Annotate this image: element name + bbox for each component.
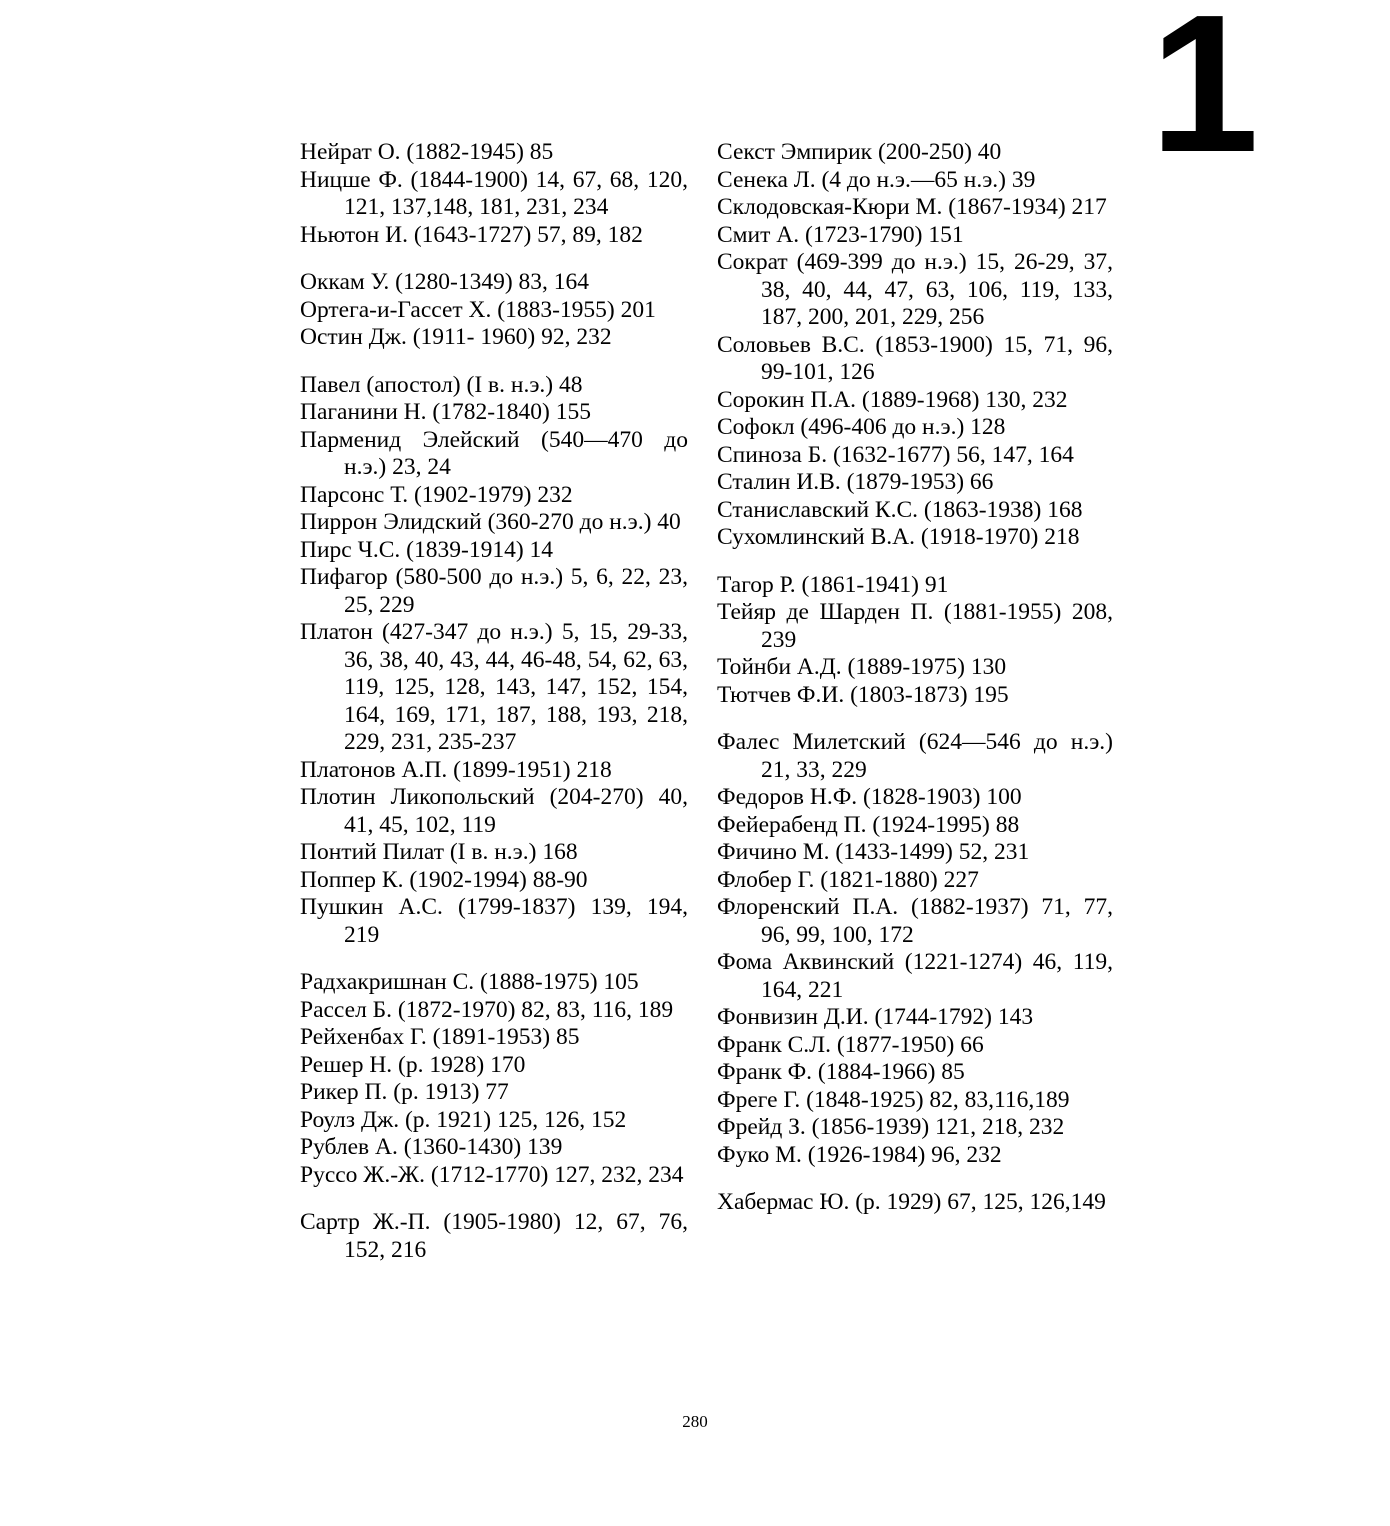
index-entry: Сенека Л. (4 до н.э.—65 н.э.) 39 <box>717 166 1036 193</box>
index-entry: Флоренский П.А. (1882-1937) 71, 77, 96, 99, 100, 172 <box>717 894 1113 948</box>
index-entry: Рассел Б. (1872-1970) 82, 83, 116, 189 <box>300 996 674 1023</box>
index-entry: Сталин И.В. (1879-1953) 66 <box>717 469 994 495</box>
index-entry: Пирс Ч.С. (1839-1914) 14 <box>300 536 554 563</box>
index-entry: Тойнби А.Д. (1889-1975) 130 <box>717 654 1007 680</box>
index-entry: Сократ (469-399 до н.э.) 15, 26-29, 37, 38, 40, 44, 47, 63, 106, 119, 133, 187, 200, 201, 229, 256 <box>717 249 1113 330</box>
index-entry: Нейрат О. (1882-1945) 85 <box>300 139 554 165</box>
index-entry: Парсонс Т. (1902-1979) 232 <box>300 481 573 508</box>
index-entry: Фалес Милетский (624—546 до н.э.) 21, 33, 229 <box>717 729 1113 783</box>
index-entry: Ньютон И. (1643-1727) 57, 89, 182 <box>300 221 643 248</box>
index-entry: Павел (апостол) (I в. н.э.) 48 <box>300 371 583 398</box>
index-entry: Фуко М. (1926-1984) 96, 232 <box>717 1141 1002 1168</box>
corner-mark: 1 <box>1150 0 1260 193</box>
index-entry: Фичино М. (1433-1499) 52, 231 <box>717 839 1030 865</box>
index-entry: Ортега-и-Гассет Х. (1883-1955) 201 <box>300 296 656 323</box>
index-entry: Секст Эмпирик (200-250) 40 <box>717 139 1002 165</box>
index-entry: Роулз Дж. (р. 1921) 125, 126, 152 <box>300 1106 627 1133</box>
index-entry: Спиноза Б. (1632-1677) 56, 147, 164 <box>717 441 1074 468</box>
index-entry: Соловьев В.С. (1853-1900) 15, 71, 96, 99-101, 126 <box>717 331 1113 385</box>
index-entry: Платон (427-347 до н.э.) 5, 15, 29-33, 36, 38, 40, 43, 44, 46-48, 54, 62, 63, 119, 125, 128, 143, 147, 152, 154, 164, 169, 171, 187, 188, 193, 218, 229, 231, 235-237 <box>300 619 688 755</box>
index-column-left <box>300 139 688 1264</box>
index-entry: Сухомлинский В.А. (1918-1970) 218 <box>717 524 1080 550</box>
index-entry: Парменид Элейский (540—470 до н.э.) 23, 24 <box>300 426 688 480</box>
index-entry: Тагор Р. (1861-1941) 91 <box>717 571 949 598</box>
index-entry: Рикер П. (р. 1913) 77 <box>300 1079 509 1105</box>
index-entry: Фреге Г. (1848-1925) 82, 83,116,189 <box>717 1086 1070 1113</box>
index-entry: Пушкин А.С. (1799-1837) 139, 194, 219 <box>300 894 688 948</box>
index-entry: Оккам У. (1280-1349) 83, 164 <box>300 269 590 295</box>
index-entry: Флобер Г. (1821-1880) 227 <box>717 866 979 893</box>
index-entry: Станиславский К.С. (1863-1938) 168 <box>717 496 1083 523</box>
index-entry: Руссо Ж.-Ж. (1712-1770) 127, 232, 234 <box>300 1161 684 1188</box>
index-entry: Плотин Ликопольский (204-270) 40, 41, 45, 102, 119 <box>300 784 688 838</box>
index-entry: Остин Дж. (1911- 1960) 92, 232 <box>300 324 612 350</box>
index-entry: Склодовская-Кюри М. (1867-1934) 217 <box>717 194 1107 220</box>
index-entry: Сорокин П.А. (1889-1968) 130, 232 <box>717 386 1068 413</box>
index-entry: Франк Ф. (1884-1966) 85 <box>717 1059 965 1085</box>
index-entry: Решер Н. (р. 1928) 170 <box>300 1051 526 1078</box>
index-entry: Хабермас Ю. (р. 1929) 67, 125, 126,149 <box>717 1189 1106 1215</box>
index-entry: Пифагор (580-500 до н.э.) 5, 6, 22, 23, 25, 229 <box>300 564 688 618</box>
index-entry: Тейяр де Шарден П. (1881-1955) 208, 239 <box>717 599 1113 653</box>
index-entry: Фонвизин Д.И. (1744-1792) 143 <box>717 1004 1034 1030</box>
index-entry: Сартр Ж.-П. (1905-1980) 12, 67, 76, 152, 216 <box>300 1209 688 1263</box>
index-entry: Франк С.Л. (1877-1950) 66 <box>717 1031 984 1058</box>
index-entry: Фрейд З. (1856-1939) 121, 218, 232 <box>717 1114 1065 1140</box>
index-entry: Паганини Н. (1782-1840) 155 <box>300 399 591 425</box>
index-entry: Пиррон Элидский (360-270 до н.э.) 40 <box>300 509 681 535</box>
index-entry: Поппер К. (1902-1994) 88-90 <box>300 866 588 893</box>
index-entry: Фейерабенд П. (1924-1995) 88 <box>717 811 1020 838</box>
index-entry: Платонов А.П. (1899-1951) 218 <box>300 756 612 783</box>
page-number: 280 <box>682 1412 708 1431</box>
index-entry: Рублев А. (1360-1430) 139 <box>300 1134 563 1160</box>
index-entry: Рейхенбах Г. (1891-1953) 85 <box>300 1024 580 1050</box>
index-column-right <box>717 139 1113 1217</box>
index-entry: Софокл (496-406 до н.э.) 128 <box>717 414 1006 440</box>
index-entry: Федоров Н.Ф. (1828-1903) 100 <box>717 784 1022 810</box>
index-entry: Фома Аквинский (1221-1274) 46, 119, 164, 221 <box>717 949 1113 1003</box>
index-entry: Понтий Пилат (I в. н.э.) 168 <box>300 839 578 865</box>
index-entry: Тютчев Ф.И. (1803-1873) 195 <box>717 681 1009 708</box>
index-entry: Радхакришнан С. (1888-1975) 105 <box>300 969 639 995</box>
index-entry: Ницше Ф. (1844-1900) 14, 67, 68, 120, 121, 137,148, 181, 231, 234 <box>300 166 688 220</box>
index-entry: Смит А. (1723-1790) 151 <box>717 221 964 248</box>
